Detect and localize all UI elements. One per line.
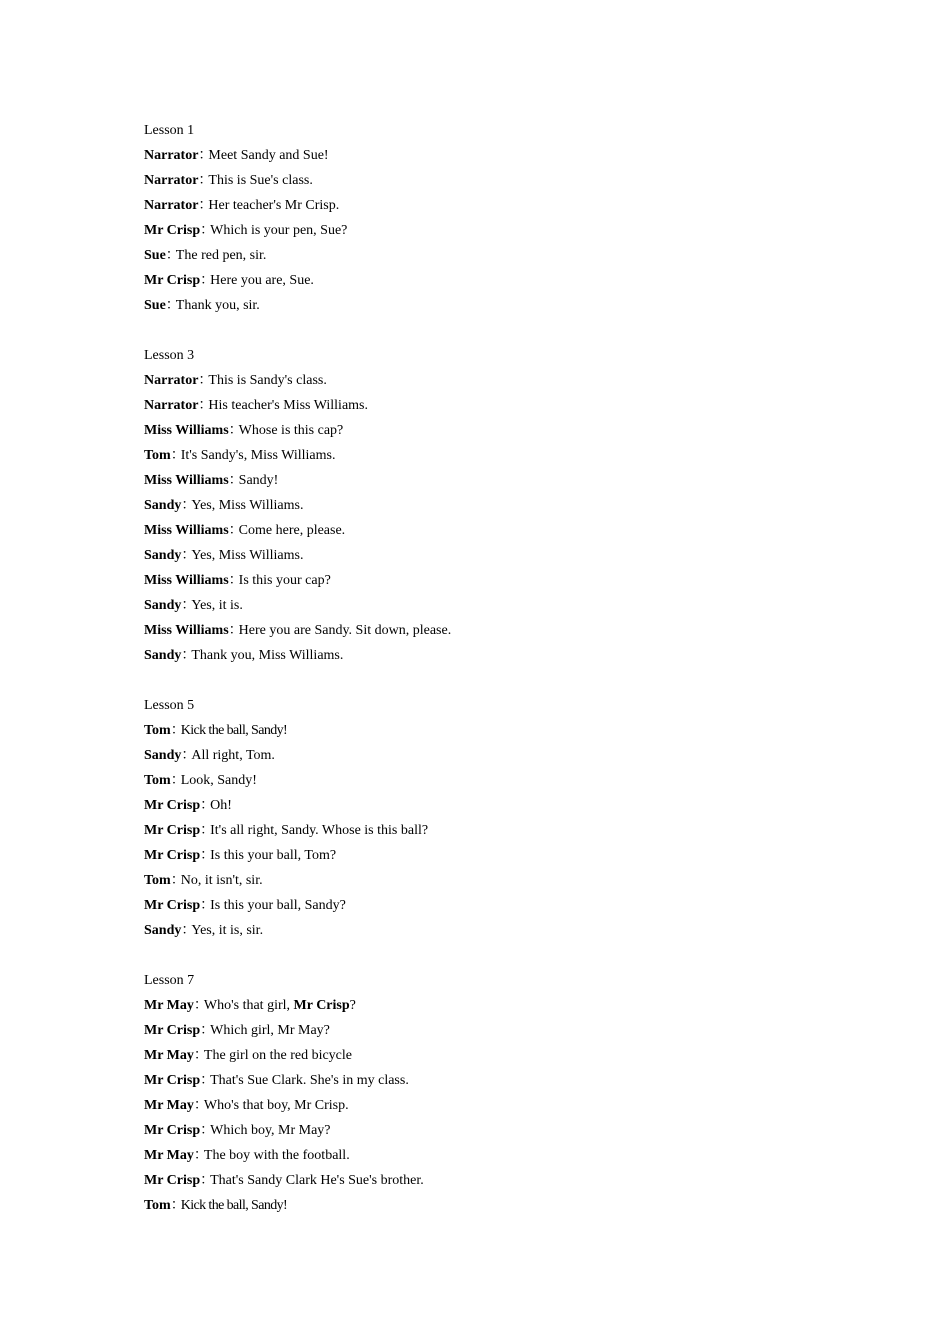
speaker-name: Tom xyxy=(144,1198,171,1213)
speaker-name: Miss Williams xyxy=(144,523,229,538)
dialogue-line xyxy=(144,568,904,593)
speaker-separator: ： xyxy=(200,223,215,238)
dialogue-text: All right, Tom. xyxy=(191,748,275,763)
speaker-separator: ： xyxy=(193,1098,208,1113)
dialogue-line xyxy=(144,843,904,868)
dialogue-line xyxy=(144,368,904,393)
dialogue-line xyxy=(144,168,904,193)
dialogue-line xyxy=(144,243,904,268)
speaker-name: Mr Crisp xyxy=(144,273,201,288)
lesson-title: Lesson 3 xyxy=(144,348,195,363)
dialogue-line xyxy=(144,1193,904,1218)
speaker-separator: ： xyxy=(165,248,180,263)
speaker-name: Mr Crisp xyxy=(144,898,201,913)
speaker-separator: ： xyxy=(200,823,215,838)
speaker-separator: ： xyxy=(181,923,196,938)
speaker-name: Mr May xyxy=(144,998,194,1013)
dialogue-line xyxy=(144,218,904,243)
dialogue-text: Oh! xyxy=(210,798,232,813)
dialogue-line xyxy=(144,418,904,443)
dialogue-text: The red pen, sir. xyxy=(175,248,267,263)
dialogue-text: Which is your pen, Sue? xyxy=(210,223,348,238)
dialogue-line xyxy=(144,293,904,318)
dialogue-text: Whose is this cap? xyxy=(238,423,344,438)
speaker-separator: ： xyxy=(198,173,213,188)
inline-bold-name: Mr Crisp xyxy=(293,998,350,1013)
speaker-name: Mr Crisp xyxy=(144,1023,201,1038)
speaker-separator: ： xyxy=(181,748,196,763)
speaker-separator: ： xyxy=(170,723,185,738)
dialogue-text: That's Sue Clark. She's in my class. xyxy=(210,1073,409,1088)
speaker-separator: ： xyxy=(200,1123,215,1138)
dialogue-line xyxy=(144,793,904,818)
speaker-separator: ： xyxy=(181,598,196,613)
dialogue-text: Is this your cap? xyxy=(238,573,331,588)
dialogue-line xyxy=(144,618,904,643)
speaker-name: Mr May xyxy=(144,1048,194,1063)
dialogue-line xyxy=(144,193,904,218)
dialogue-text: Is this your ball, Tom? xyxy=(210,848,337,863)
dialogue-text: It's Sandy's, Miss Williams. xyxy=(180,448,336,463)
speaker-name: Miss Williams xyxy=(144,473,229,488)
speaker-name: Sandy xyxy=(144,548,182,563)
speaker-name: Sandy xyxy=(144,923,182,938)
dialogue-line xyxy=(144,743,904,768)
speaker-separator: ： xyxy=(200,1073,215,1088)
dialogue-line xyxy=(144,1093,904,1118)
speaker-name: Mr Crisp xyxy=(144,1173,201,1188)
dialogue-text-tail: ? xyxy=(349,998,356,1013)
dialogue-line xyxy=(144,993,904,1018)
lesson-title: Lesson 5 xyxy=(144,698,195,713)
document-body xyxy=(144,118,904,1243)
speaker-separator: ： xyxy=(181,648,196,663)
speaker-separator: ： xyxy=(170,1198,185,1213)
lesson-section xyxy=(144,693,904,943)
dialogue-line xyxy=(144,443,904,468)
speaker-name: Mr Crisp xyxy=(144,223,201,238)
speaker-name: Tom xyxy=(144,773,171,788)
speaker-separator: ： xyxy=(200,848,215,863)
dialogue-text: It's all right, Sandy. Whose is this ball? xyxy=(210,823,429,838)
dialogue-text: Yes, Miss Williams. xyxy=(191,498,304,513)
dialogue-line xyxy=(144,643,904,668)
dialogue-text: Thank you, sir. xyxy=(175,298,260,313)
dialogue-text: This is Sandy's class. xyxy=(208,373,327,388)
dialogue-text: His teacher's Miss Williams. xyxy=(208,398,368,413)
lesson-section xyxy=(144,968,904,1218)
dialogue-line xyxy=(144,1118,904,1143)
dialogue-text: Her teacher's Mr Crisp. xyxy=(208,198,340,213)
lesson-section xyxy=(144,343,904,668)
speaker-name: Miss Williams xyxy=(144,423,229,438)
speaker-name: Sue xyxy=(144,298,166,313)
dialogue-text: Yes, it is, sir. xyxy=(191,923,264,938)
speaker-separator: ： xyxy=(228,623,243,638)
dialogue-line xyxy=(144,1143,904,1168)
dialogue-text: The girl on the red bicycle xyxy=(203,1048,352,1063)
speaker-name: Miss Williams xyxy=(144,573,229,588)
dialogue-text: Kick the ball, Sandy! xyxy=(180,1198,288,1213)
speaker-name: Sandy xyxy=(144,748,182,763)
speaker-name: Narrator xyxy=(144,398,199,413)
dialogue-text: Which girl, Mr May? xyxy=(210,1023,330,1038)
dialogue-text: Who's that girl, xyxy=(203,998,294,1013)
dialogue-text: Here you are, Sue. xyxy=(210,273,314,288)
dialogue-text: Look, Sandy! xyxy=(180,773,257,788)
speaker-name: Sandy xyxy=(144,498,182,513)
speaker-separator: ： xyxy=(228,523,243,538)
dialogue-text: Meet Sandy and Sue! xyxy=(208,148,329,163)
speaker-separator: ： xyxy=(181,548,196,563)
lesson-title: Lesson 1 xyxy=(144,123,195,138)
speaker-name: Tom xyxy=(144,873,171,888)
dialogue-line xyxy=(144,393,904,418)
dialogue-text: Come here, please. xyxy=(238,523,346,538)
dialogue-text: Who's that boy, Mr Crisp. xyxy=(203,1098,349,1113)
speaker-name: Mr Crisp xyxy=(144,1123,201,1138)
speaker-separator: ： xyxy=(170,448,185,463)
speaker-separator: ： xyxy=(198,398,213,413)
speaker-name: Narrator xyxy=(144,173,199,188)
speaker-name: Mr May xyxy=(144,1148,194,1163)
dialogue-text: Thank you, Miss Williams. xyxy=(191,648,344,663)
speaker-separator: ： xyxy=(170,773,185,788)
dialogue-line xyxy=(144,818,904,843)
speaker-separator: ： xyxy=(200,1173,215,1188)
speaker-name: Sue xyxy=(144,248,166,263)
speaker-separator: ： xyxy=(198,148,213,163)
dialogue-line xyxy=(144,143,904,168)
speaker-name: Sandy xyxy=(144,648,182,663)
lesson-title: Lesson 7 xyxy=(144,973,195,988)
dialogue-text: Kick the ball, Sandy! xyxy=(180,723,288,738)
dialogue-text: Is this your ball, Sandy? xyxy=(210,898,346,913)
dialogue-text: Yes, Miss Williams. xyxy=(191,548,304,563)
speaker-name: Sandy xyxy=(144,598,182,613)
speaker-name: Narrator xyxy=(144,148,199,163)
dialogue-line xyxy=(144,518,904,543)
speaker-name: Miss Williams xyxy=(144,623,229,638)
speaker-name: Mr Crisp xyxy=(144,1073,201,1088)
speaker-separator: ： xyxy=(200,273,215,288)
speaker-separator: ： xyxy=(200,898,215,913)
speaker-separator: ： xyxy=(193,1148,208,1163)
dialogue-line xyxy=(144,1068,904,1093)
speaker-separator: ： xyxy=(165,298,180,313)
speaker-separator: ： xyxy=(228,473,243,488)
dialogue-line xyxy=(144,718,904,743)
speaker-separator: ： xyxy=(198,373,213,388)
dialogue-text: This is Sue's class. xyxy=(208,173,313,188)
speaker-name: Narrator xyxy=(144,198,199,213)
speaker-separator: ： xyxy=(193,998,208,1013)
dialogue-text: Yes, it is. xyxy=(191,598,243,613)
speaker-separator: ： xyxy=(200,1023,215,1038)
dialogue-text: Here you are Sandy. Sit down, please. xyxy=(238,623,452,638)
speaker-name: Tom xyxy=(144,723,171,738)
speaker-name: Mr May xyxy=(144,1098,194,1113)
dialogue-line xyxy=(144,1018,904,1043)
speaker-separator: ： xyxy=(200,798,215,813)
dialogue-line xyxy=(144,593,904,618)
dialogue-text: The boy with the football. xyxy=(203,1148,350,1163)
dialogue-text: Sandy! xyxy=(238,473,279,488)
dialogue-line xyxy=(144,768,904,793)
dialogue-line xyxy=(144,893,904,918)
dialogue-line xyxy=(144,493,904,518)
dialogue-line xyxy=(144,1043,904,1068)
dialogue-line xyxy=(144,468,904,493)
dialogue-line xyxy=(144,868,904,893)
speaker-name: Mr Crisp xyxy=(144,848,201,863)
speaker-name: Tom xyxy=(144,448,171,463)
dialogue-line xyxy=(144,1168,904,1193)
speaker-separator: ： xyxy=(193,1048,208,1063)
speaker-name: Mr Crisp xyxy=(144,823,201,838)
speaker-name: Mr Crisp xyxy=(144,798,201,813)
dialogue-line xyxy=(144,918,904,943)
speaker-separator: ： xyxy=(228,423,243,438)
speaker-separator: ： xyxy=(228,573,243,588)
speaker-separator: ： xyxy=(170,873,185,888)
dialogue-text: Which boy, Mr May? xyxy=(210,1123,331,1138)
dialogue-text: That's Sandy Clark He's Sue's brother. xyxy=(210,1173,424,1188)
speaker-separator: ： xyxy=(198,198,213,213)
speaker-name: Narrator xyxy=(144,373,199,388)
dialogue-text: No, it isn't, sir. xyxy=(180,873,263,888)
dialogue-line xyxy=(144,268,904,293)
lesson-section xyxy=(144,118,904,318)
dialogue-line xyxy=(144,543,904,568)
speaker-separator: ： xyxy=(181,498,196,513)
